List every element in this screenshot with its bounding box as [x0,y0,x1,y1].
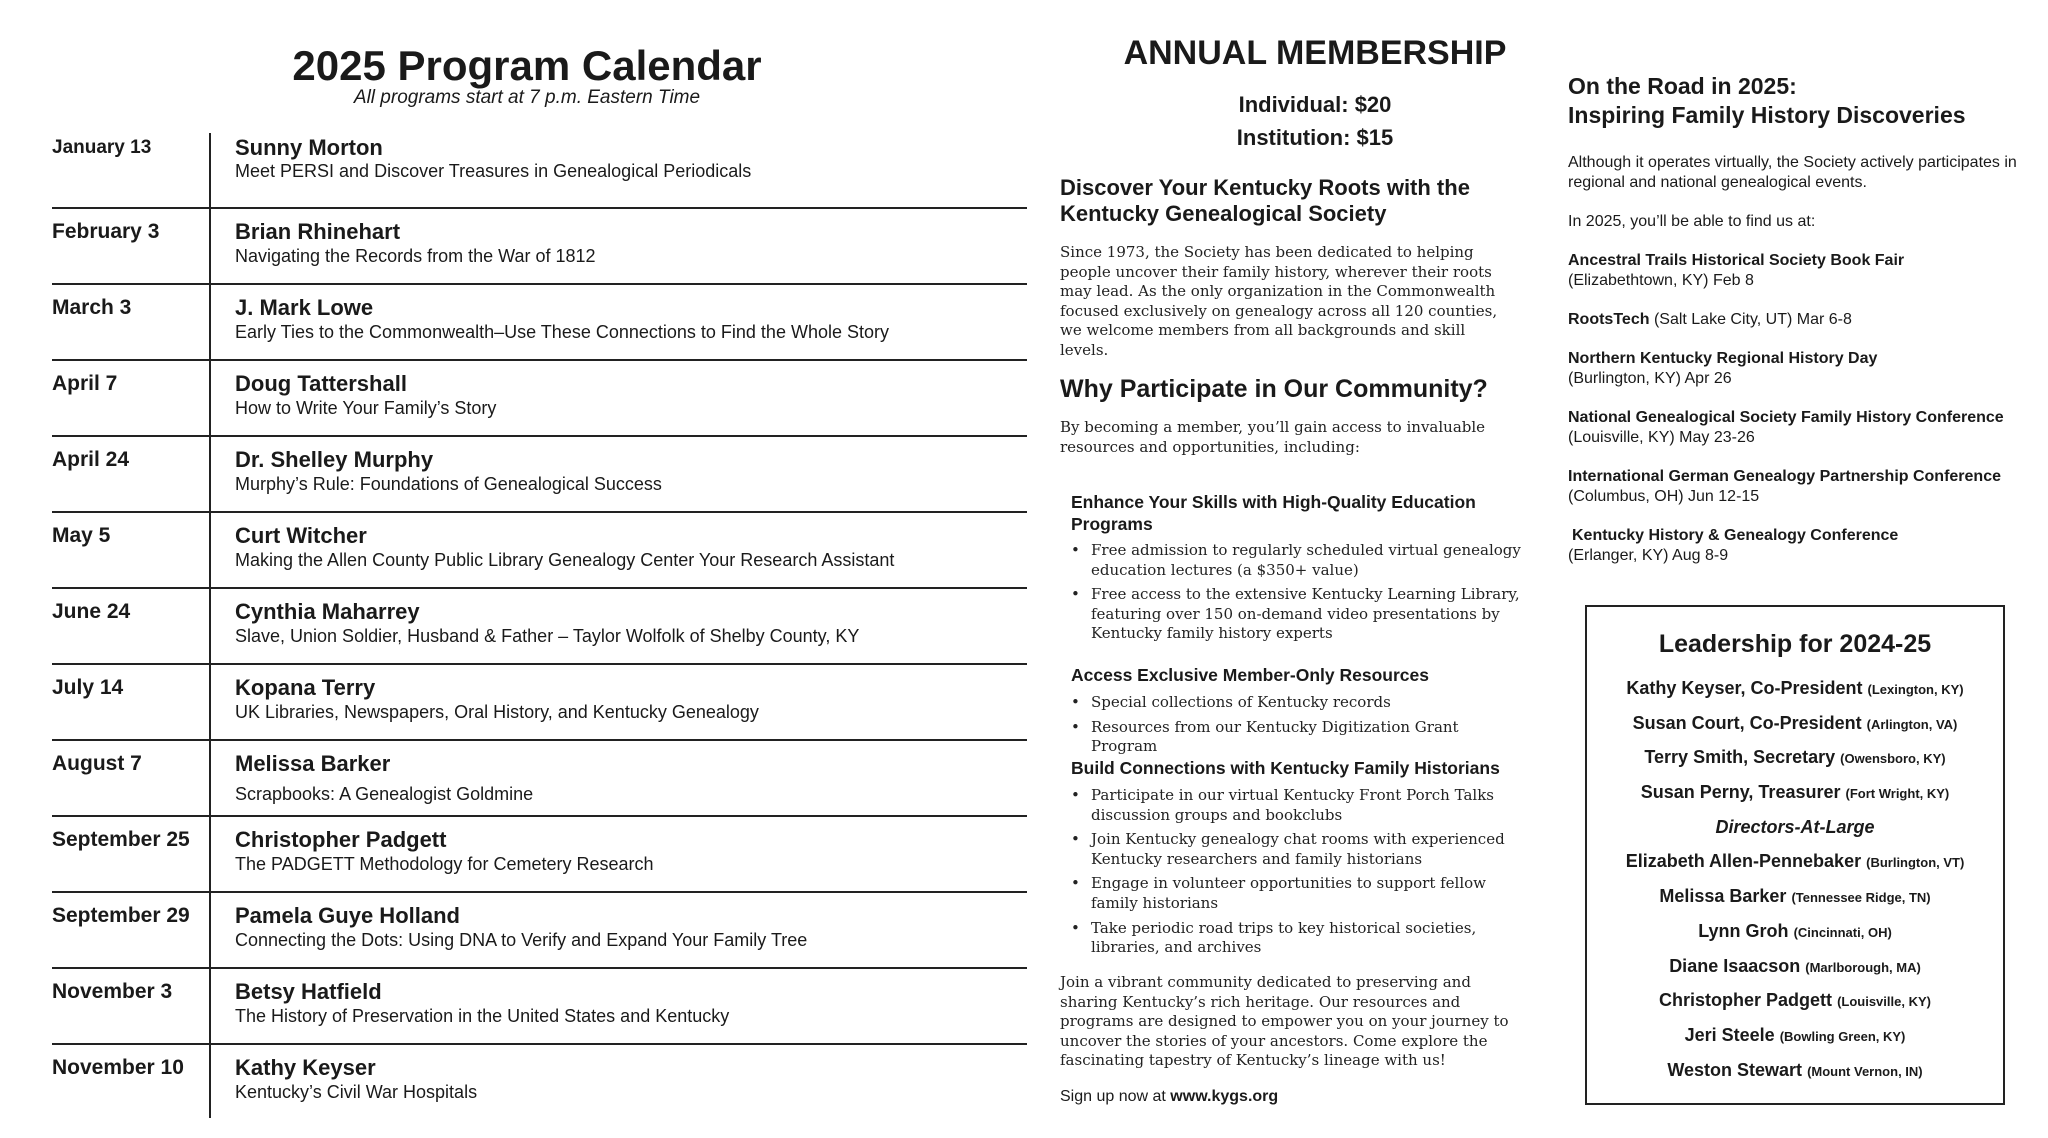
list-item: • Join Kentucky genealogy chat rooms with experienced Kentucky researchers and family historians [1071,830,1521,869]
director-name: Diane Isaacson [1669,955,1801,976]
why-text: By becoming a member, you’ll gain access to invaluable resources and opportunities, including: [1060,418,1486,456]
list-item: • Free access to the extensive Kentucky Learning Library, featuring over 150 on-demand video presentations by Kentucky family history experts [1071,585,1521,644]
signup-prefix: Sign up now at [1060,1088,1171,1105]
list-item: • Participate in our virtual Kentucky Front Porch Talks discussion groups and bookclubs [1071,786,1521,825]
program-row [52,589,1027,665]
list-item: • Free admission to regularly scheduled virtual genealogy education lectures (a $350+ value) [1071,541,1521,580]
program-date: September 29 [52,904,190,927]
program-row [52,361,1027,437]
individual-price: Individual: $20 [1238,92,1392,117]
director-name: Lynn Groh [1698,920,1789,941]
program-topic: Early Ties to the Commonwealth–Use These Connections to Find the Whole Story [235,322,889,342]
event-item [1568,408,2038,448]
event-details: (Louisville, KY) May 23-26 [1568,429,1755,446]
program-speaker: Doug Tattershall [235,371,407,396]
why-heading: Why Participate in Our Community? [1060,375,1488,403]
leader-location: (Arlington, VA) [1866,716,1958,732]
director-name: Melissa Barker [1659,886,1787,907]
event-details: (Erlanger, KY) Aug 8-9 [1568,547,1729,564]
membership-title: ANNUAL MEMBERSHIP [1123,34,1507,72]
program-row [52,285,1027,361]
program-topic: UK Libraries, Newspapers, Oral History, and Kentucky Genealogy [235,702,759,722]
program-date: April 24 [52,448,130,471]
resources-list [1071,693,1521,762]
program-topic: The History of Preservation in the United States and Kentucky [235,1006,730,1026]
resources-heading: Access Exclusive Member-Only Resources [1071,665,1429,685]
program-topic: Murphy’s Rule: Foundations of Genealogical Success [235,474,662,494]
signup-link[interactable]: www.kygs.org [1170,1088,1279,1105]
leader-item [1587,740,2003,775]
event-details: (Burlington, KY) Apr 26 [1568,370,1732,387]
list-item: • Take periodic road trips to key historical societies, libraries, and archives [1071,919,1521,958]
program-speaker: J. Mark Lowe [235,295,374,320]
director-location: (Cincinnati, OH) [1793,924,1892,940]
program-row [52,893,1027,969]
director-location: (Marlborough, MA) [1805,959,1921,975]
leader-location: (Lexington, KY) [1867,682,1964,697]
program-row [52,1045,1027,1127]
road-title [1568,72,1966,130]
leadership-box [1585,605,2005,1105]
event-name: International German Genealogy Partnership Conference [1568,468,2001,485]
program-speaker: Cynthia Maharrey [235,599,420,624]
program-speaker: Kopana Terry [235,675,376,700]
list-item: • Resources from our Kentucky Digitization Grant Program [1071,718,1521,757]
road-find-us: In 2025, you’ll be able to find us at: [1568,213,1816,230]
program-speaker: Dr. Shelley Murphy [235,447,434,472]
program-topic: Slave, Union Soldier, Husband & Father – Taylor Wolfolk of Shelby County, KY [235,626,860,646]
director-name: Jeri Steele [1684,1024,1775,1045]
program-topic: How to Write Your Family’s Story [235,398,497,418]
closing-text: Join a vibrant community dedicated to preserving and sharing Kentucky’s rich heritage. Our resources and programs are designed to empower you on your journey to uncover the stories of your ancestors. Come explore the fascinating tapestry of Kentucky’s lineage with us! [1060,973,1509,1070]
program-speaker: Betsy Hatfield [235,979,382,1004]
discover-heading: Discover Your Kentucky Roots with the Kentucky Genealogical Society [1060,175,1470,226]
event-name: RootsTech [1568,311,1650,328]
program-speaker: Sunny Morton [235,135,383,160]
event-details: (Columbus, OH) Jun 12-15 [1568,488,1760,505]
signup-line [1060,1087,1278,1107]
connections-heading: Build Connections with Kentucky Family Historians [1071,758,1500,778]
event-item [1568,310,2038,330]
director-location: (Mount Vernon, IN) [1807,1063,1923,1079]
leader-item [1587,671,2003,706]
program-topic: Kentucky’s Civil War Hospitals [235,1082,478,1102]
event-name: Kentucky History & Genealogy Conference [1572,527,1899,544]
leader-name: Susan Perny, Treasurer [1640,782,1841,803]
program-speaker: Brian Rhinehart [235,219,401,244]
event-item [1568,526,2038,566]
event-details: (Elizabethtown, KY) Feb 8 [1568,272,1754,289]
institution-price: Institution: $15 [1236,125,1394,150]
program-date: June 24 [52,600,131,623]
director-location: (Tennessee Ridge, TN) [1791,890,1931,906]
director-location: (Burlington, VT) [1866,855,1965,871]
program-speaker: Christopher Padgett [235,827,447,852]
program-row [52,437,1027,513]
directors-heading: Directors-At-Large [1715,816,1875,837]
director-item [1587,844,2003,879]
leader-name: Susan Court, Co-President [1632,712,1862,733]
skills-heading: Enhance Your Skills with High-Quality Education Programs [1071,492,1476,534]
leader-name: Kathy Keyser, Co-President [1626,678,1863,698]
program-date: November 3 [52,980,173,1003]
director-item [1587,983,2003,1018]
program-date: November 10 [52,1056,184,1079]
leader-item [1587,706,2003,741]
program-row [52,741,1027,817]
director-name: Christopher Padgett [1659,990,1833,1011]
leader-location: (Fort Wright, KY) [1845,786,1950,802]
director-location: (Louisville, KY) [1837,994,1931,1010]
leadership-list [1587,671,2003,1087]
director-item [1587,914,2003,949]
discover-text: Since 1973, the Society has been dedicated to helping people uncover their family history, wherever their roots may lead. As the only organization in the Commonwealth focused exclusively on genealogy across all 120 counties, we welcome members from all backgrounds and skill levels. [1060,243,1498,359]
program-topic: Navigating the Records from the War of 1812 [235,246,596,266]
leader-name: Terry Smith, Secretary [1644,747,1836,768]
program-topic: The PADGETT Methodology for Cemetery Research [235,854,654,874]
program-date: September 25 [52,828,190,851]
road-title-line1: On the Road in 2025: [1568,73,1797,99]
calendar-subtitle: All programs start at 7 p.m. Eastern Time [353,87,701,108]
connections-list [1071,786,1521,963]
leader-location: (Owensboro, KY) [1840,751,1946,767]
event-name: Ancestral Trails Historical Society Book Fair [1568,252,1905,269]
program-row [52,969,1027,1045]
skills-list [1071,541,1521,649]
leader-item [1587,775,2003,810]
event-details: (Salt Lake City, UT) Mar 6-8 [1653,311,1852,328]
program-topic: Connecting the Dots: Using DNA to Verify and Expand Your Family Tree [235,930,808,950]
director-item [1587,949,2003,984]
program-date: April 7 [52,372,118,395]
director-name: Weston Stewart [1667,1059,1803,1080]
program-date: August 7 [52,752,142,775]
director-item [1587,1053,2003,1088]
program-speaker: Melissa Barker [235,751,391,776]
program-topic: Scrapbooks: A Genealogist Goldmine [235,784,534,804]
road-title-line2: Inspiring Family History Discoveries [1568,102,1966,128]
program-date: January 13 [52,137,152,158]
event-name: National Genealogical Society Family History Conference [1568,409,2004,426]
program-row [52,133,1027,209]
calendar-title: 2025 Program Calendar [292,42,762,89]
program-list [52,133,1027,1127]
list-item: • Special collections of Kentucky records [1071,693,1521,713]
program-row [52,817,1027,893]
event-item [1568,251,2038,291]
program-date: February 3 [52,220,160,243]
program-speaker: Pamela Guye Holland [235,903,460,928]
program-date: May 5 [52,524,111,547]
leadership-title: Leadership for 2024-25 [1658,630,1932,658]
program-date: July 14 [52,676,124,699]
list-item: • Engage in volunteer opportunities to support fellow family historians [1071,874,1521,913]
director-item [1587,879,2003,914]
event-name: Northern Kentucky Regional History Day [1568,350,1878,367]
event-item [1568,349,2038,389]
director-item [1587,1018,2003,1053]
director-location: (Bowling Green, KY) [1779,1028,1906,1044]
program-speaker: Kathy Keyser [235,1055,376,1080]
event-item [1568,467,2038,507]
program-topic: Making the Allen County Public Library Genealogy Center Your Research Assistant [235,550,895,570]
program-row [52,209,1027,285]
program-speaker: Curt Witcher [235,523,367,548]
program-date: March 3 [52,296,132,319]
program-row [52,513,1027,589]
program-row [52,665,1027,741]
road-intro: Although it operates virtually, the Society actively participates in regional and national genealogical events. [1568,154,2017,191]
director-name: Elizabeth Allen-Pennebaker [1625,851,1862,872]
program-topic: Meet PERSI and Discover Treasures in Genealogical Periodicals [235,161,752,181]
